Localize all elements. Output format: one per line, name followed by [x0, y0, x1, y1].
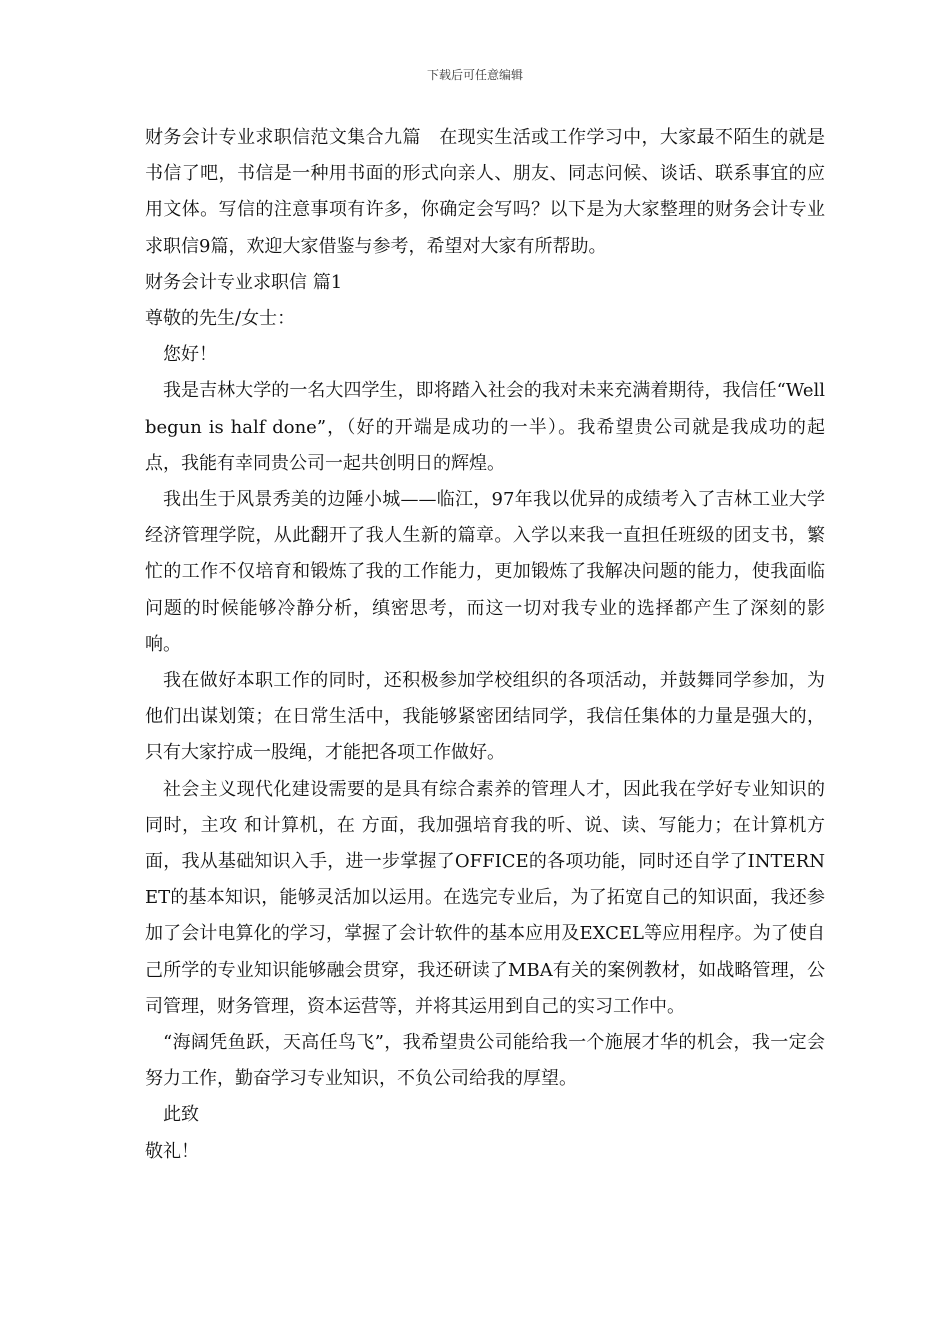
intro-paragraph: 财务会计专业求职信范文集合九篇 在现实生活或工作学习中，大家最不陌生的就是书信了吧，书信是一种用书面的形式向亲人、朋友、同志问候、谈话、联系事宜的应用文体。写信的注意事项有许多，你确定会写吗？以下是为大家整理的财务会计专业求职信9篇，欢迎大家借鉴与参考，希望对大家有所帮助。: [145, 127, 825, 257]
document-body: [145, 120, 825, 1170]
body-paragraph: 社会主义现代化建设需要的是具有综合素养的管理人才，因此我在学好专业知识的同时，主攻 和计算机，在 方面，我加强培育我的听、说、读、写能力；在计算机方面，我从基础知识入手，进一步掌握了OFFICE的各项功能，同时还自学了INTERNET的基本知识，能够灵活加以运用。在选完专业后，为了拓宽自己的知识面，我还参加了会计电算化的学习，掌握了会计软件的基本应用及EXCEL等应用程序。为了使自己所学的专业知识能够融会贯穿，我还研读了MBA有关的案例教材，如战略管理，公司管理，财务管理，资本运营等，并将其运用到自己的实习工作中。: [145, 778, 825, 1017]
closing-line: 此致: [163, 1104, 199, 1126]
closing-regards: 敬礼！: [145, 1140, 199, 1162]
greeting: 您好！: [163, 344, 217, 366]
body-paragraph: 我是吉林大学的一名大四学生，即将踏入社会的我对未来充满着期待，我信任“Well begun is half done”，（好的开端是成功的一半）。我希望贵公司就是我成功的起点，我能有幸同贵公司一起共创明日的辉煌。: [145, 380, 825, 474]
body-paragraph: “海阔凭鱼跃，天高任鸟飞”，我希望贵公司能给我一个施展才华的机会，我一定会努力工作，勤奋学习专业知识，不负公司给我的厚望。: [145, 1032, 825, 1090]
body-paragraph: 我出生于风景秀美的边陲小城——临江，97年我以优异的成绩考入了吉林工业大学经济管理学院，从此翻开了我人生新的篇章。入学以来我一直担任班级的团支书，繁忙的工作不仅培育和锻炼了我的工作能力，更加锻炼了我解决问题的能力，使我面临问题的时候能够冷静分析，缜密思考，而这一切对我专业的选择都产生了深刻的影响。: [145, 489, 825, 655]
header-note: 下载后可任意编辑: [426, 68, 523, 82]
salutation: 尊敬的先生/女士：: [145, 308, 296, 330]
section-heading: 财务会计专业求职信 篇1: [145, 271, 343, 293]
body-paragraph: 我在做好本职工作的同时，还积极参加学校组织的各项活动，并鼓舞同学参加，为他们出谋划策；在日常生活中，我能够紧密团结同学，我信任集体的力量是强大的，只有大家拧成一股绳，才能把各项工作做好。: [145, 670, 825, 764]
